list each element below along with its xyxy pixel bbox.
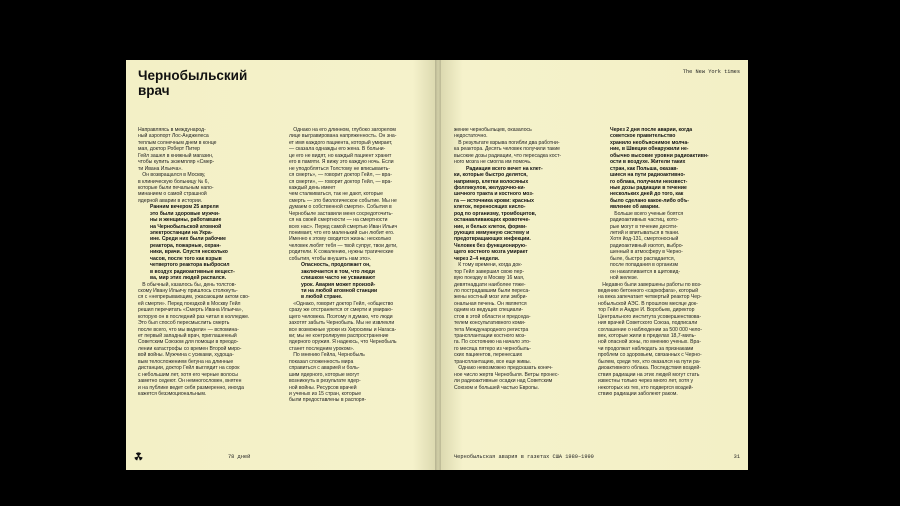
text-line: ва, мир этих людей распался. [150, 275, 226, 282]
text-line: нобыльской АЭС. В прошлом месяце док- [598, 300, 698, 307]
text-line: ости в воздухе. Жители таких [610, 159, 686, 166]
text-line: • Опасность, продолжает он, [289, 262, 434, 268]
text-line: с небольшим лет, хотя его черные волосы [138, 371, 238, 378]
text-line: диоактивного облака. Последствия воздей- [598, 365, 701, 372]
text-line: ядерной аварии в истории. [138, 197, 203, 204]
text-line: захотят забыть Чернобыль. Мы не извлекли [289, 320, 395, 327]
text-line: ные дозы радиации в течение [610, 184, 687, 191]
text-line: соглашение о наблюдении за 500 000 чело- [598, 326, 703, 333]
text-line: ники, врачи. Спустя несколько [150, 249, 228, 256]
text-line: Однако на его длинном, глубоко загорелом [289, 127, 396, 133]
text-line: стран, как Польша, оказав- [610, 165, 679, 172]
page-footer-title: Чернобыльская авария в газетах США 1980–1990 [454, 454, 594, 460]
text-line: недостаточно. [454, 133, 488, 140]
text-line: обычно высокие уровни радиоактивн- [610, 152, 709, 159]
text-line: электростанции на Укра- [150, 230, 213, 236]
text-line: ет первый западный врач, приглашенный [138, 333, 237, 339]
text-line: Однако невозможно предсказать конеч- [454, 365, 553, 372]
text-line: и на публике ведет себя размеренно, иногда [138, 384, 244, 391]
right-column-2 [598, 127, 743, 449]
text-line: все возможные уроки из Хиросимы и Нагаса- [289, 326, 397, 333]
text-line: ти на любой атомной станции [301, 287, 378, 294]
text-line: ный аэропорт Лос-Анджелеса [138, 133, 209, 140]
text-line: Это был способ пересмыслить смерть [138, 320, 230, 327]
text-line: рующих иммунную систему и [454, 230, 530, 236]
text-line: радиоактивный изотоп, выбро- [610, 242, 684, 249]
text-line: трансплантации костного моз- [454, 333, 526, 339]
text-line: заметно седеют. Он немногословен, внятен [138, 378, 242, 385]
text-line: возникнуть в результате ядер- [289, 378, 361, 385]
text-line: в любой стране. [301, 294, 343, 301]
text-line: жены костный мозг или эмбри- [454, 294, 528, 301]
text-line: ной войны. Ресурсов врачей [289, 384, 357, 391]
text-line: всех нас». Перед самой смертью Иван Ильич [289, 223, 398, 230]
text-line: останавливающих кровотече- [454, 217, 530, 224]
text-line: мая, доктор Роберт Питер [138, 146, 200, 153]
text-line: Именно к этому сводится жизнь: несколько [289, 236, 392, 243]
text-line: телем консультативного коми- [454, 320, 526, 327]
text-line: ло пострадавшим были переса- [454, 287, 530, 294]
text-line: его в памяти. Я вижу это каждую ночь. Если [289, 159, 394, 166]
text-line: которую он в последний раз читал в колледже. [138, 313, 250, 320]
text-line: чи продолжат наблюдать за признаками [598, 345, 694, 352]
text-line: Он возвращался в Москву, [138, 172, 206, 179]
text-line: Направляясь в международ- [138, 127, 206, 133]
text-line: тор Гейл завершил свою пер- [454, 268, 525, 275]
text-line: явление об аварии. [610, 204, 660, 211]
text-line: через 2–4 недели. [454, 255, 500, 262]
text-line: Хотя йод-131, смертоносный [610, 236, 679, 243]
title-line-1: Чернобыльский [138, 68, 248, 83]
text-line: ся с «непрерывающим, ужасающим актом сво- [138, 294, 250, 301]
text-line: были предоставлены в распоря- [289, 397, 367, 404]
text-line: лице выгравирована напряженность. Он зна- [289, 133, 397, 140]
text-line: высокие дозы радиации, что пересадка кост- [454, 152, 562, 159]
text-line: га — источника крови: красных [454, 197, 534, 204]
text-line: рые могут в течение десяти- [610, 223, 678, 230]
text-line: человек любят тебя — твой супруг, твои дети, [289, 242, 398, 249]
text-line: век, которые жили в пределах 18,7-миль- [598, 333, 696, 339]
text-line: щего костного мозга умирает [454, 249, 528, 256]
text-line: ки, которые быстро делятся, [454, 172, 528, 179]
text-line: ния врачей Советского Союза, подписали [598, 320, 698, 327]
right-column-1 [454, 127, 594, 449]
text-line: чем сталкиваться, так не дают, которые [289, 191, 383, 198]
text-line: Человек без функционирую- [454, 242, 527, 249]
text-line: Советским Союзом для помощи в преодо- [138, 339, 239, 346]
text-line: девятнадцати наиболее тяже- [454, 281, 526, 288]
text-line: вую поездку в Москву 16 мая, [454, 275, 525, 282]
text-line: теплым солнечным днем в конце [138, 139, 217, 146]
text-line: Союзом и большей частью Европы. [454, 384, 539, 391]
text-line: го облака, получили неизвест- [610, 178, 688, 185]
text-line: родители. К сожалению, нужны трагические [289, 249, 394, 256]
text-line: га. По состоянию на начало это- [454, 339, 531, 346]
page-number: 31 [733, 454, 740, 460]
text-line: например, клетки волосяных [454, 178, 529, 185]
text-line: часов, после того как взрыв [150, 255, 222, 262]
text-line: сразу же отстраняется от смерти и умираю- [289, 307, 393, 314]
text-line: • Радиация всего вечет на клет- [454, 166, 594, 172]
text-line: нескольких дней до того, как [610, 191, 684, 198]
text-line: ся смерти», — говорит доктор Гейл, — вра- [289, 178, 393, 185]
text-line: тета Международного регистра [454, 326, 529, 333]
text-line: трансплантацию, все еще живы. [454, 358, 531, 365]
left-page [126, 60, 438, 470]
text-line: Больше всего ученые боятся [610, 210, 684, 217]
text-line: летий и впитываться в ткани. [610, 230, 680, 236]
text-line: Недавно были завершены работы по воз- [598, 281, 702, 288]
text-line: он накапливается в щитовид- [610, 268, 681, 275]
text-line: реактора, пожарные, охран- [150, 242, 222, 249]
text-line: одним из ведущих специали- [454, 307, 523, 314]
text-line: «Однако, говорит доктор Гейл, «общество [289, 300, 394, 307]
page-footer-left: 78 дней [228, 454, 251, 460]
text-line: и ученых из 15 стран, которые [289, 390, 362, 397]
text-line: ведению бетонного «саркофага», который [598, 287, 699, 294]
text-line: ти Ивана Ильича». [138, 165, 183, 172]
text-line: ствия радиации на этих людей могут стать [598, 371, 700, 378]
text-line: вым телосложением бегуна на длинные [138, 358, 234, 365]
text-line: ет имя каждого пациента, который умирает, [289, 139, 393, 146]
text-line: минанием о самой страшной [138, 191, 207, 198]
text-line: советское правительство [610, 133, 676, 140]
text-line: заключается в том, что люди [301, 268, 375, 275]
text-line: фолликулов, желудочно-ки- [454, 184, 526, 191]
text-line: на Чернобыльской атомной [150, 223, 222, 230]
text-line: былем, среди тех, кто оказался на пути ра- [598, 358, 701, 365]
text-line: ли радиоактивные осадки над Советским [454, 378, 553, 385]
text-line: К тому времени, когда док- [454, 262, 523, 269]
text-line: быле, быстро распадается, [610, 255, 676, 262]
text-line: В обычный, казалось бы, день толстов- [138, 281, 237, 288]
running-head: The New York times [682, 69, 740, 75]
text-line: шечного тракта и костного моз- [454, 191, 534, 198]
text-line: ки; мы не контролируем распространение [289, 333, 389, 339]
text-line: было сделано какое-либо объ- [610, 197, 689, 204]
text-line: Чернобыле заставили меня сосредоточить- [289, 210, 393, 217]
left-column-2 [289, 127, 434, 449]
text-line: это были здоровые мужчи- [150, 210, 220, 217]
text-line: станет последним уроком». [289, 345, 355, 352]
text-line: решил перечитать «Смерть Ивана Ильича», [138, 307, 244, 314]
text-line: • Через 2 дня после аварии, когда [598, 127, 743, 133]
text-line: ствию радиации заболеют раком. [598, 390, 678, 397]
text-line: ны и женщины, работавшие [150, 217, 222, 224]
text-line: лении катастрофы со времен Второй миро- [138, 345, 242, 352]
text-line: В результате взрыва погибли два работни- [454, 139, 560, 146]
magazine-spread [126, 60, 748, 470]
text-line: каждый день имеет [289, 184, 336, 191]
text-line: ских пациентов, перенесших [454, 352, 523, 359]
text-line: известны только через много лет, хотя у [598, 378, 694, 385]
text-line: события, чтобы внушить нам это». [289, 255, 372, 262]
text-line: чтобы купить экземпляр «Смер- [138, 159, 215, 166]
text-line: шиеся на пути радиоактивно- [610, 172, 686, 179]
text-line: урок. Авария может произой- [301, 281, 376, 288]
text-line: проблем со здоровьем, связанных с Черно- [598, 352, 702, 359]
text-line: на века запечатает четвертый реактор Чер- [598, 294, 702, 301]
text-line: — сказала однажды его жена. В больни- [289, 146, 386, 153]
text-line: Центрального института усовершенствова- [598, 313, 702, 320]
text-line: ся смерть», — говорит доктор Гейл, — вра- [289, 172, 392, 179]
right-page [438, 60, 748, 470]
text-line: клеток, переносящих кисло- [454, 204, 526, 211]
text-line: ине. Среди них были рабочие [150, 236, 227, 243]
text-line: радиоактивных частиц, кото- [610, 217, 679, 224]
text-line: после всего, что мы видели» — вспомина- [138, 326, 239, 333]
text-line: шенный в атмосферу в Черно- [610, 249, 683, 256]
text-line: род по организму, тромбоцитов, [454, 210, 537, 217]
left-column-1 [138, 127, 283, 449]
text-line: • Ранним вечером 25 апреля [138, 204, 283, 210]
radiation-icon [134, 452, 143, 461]
article-title [138, 68, 247, 98]
text-line: ся на своей смертности — на смертности [289, 217, 388, 224]
text-line: ние, в Швеции обнаружили не- [610, 146, 689, 153]
text-line: которые были печальным напо- [138, 184, 214, 191]
text-line: кажется безэмоциональным. [138, 390, 207, 397]
text-line: Гейл зашел в книжный магазин, [138, 152, 214, 159]
text-line: ное число жертв Чернобыля. Ветры пронес- [454, 371, 560, 378]
title-line-2: врач [138, 83, 170, 98]
text-line: хранило необъяснимое молча- [610, 139, 689, 146]
text-line: справиться с аварией и боль- [289, 365, 360, 372]
text-line: думаем о собственной смерти». События в [289, 204, 392, 211]
text-line: щего человека. Поэтому я думаю, что люди [289, 313, 393, 320]
text-line: понимает, что его маленький сын любит его. [289, 230, 395, 236]
text-line: тор Гейл и Андре И. Воробьев, директор [598, 307, 695, 314]
text-line: четвертого реактора выбросил [150, 262, 230, 269]
text-line: не уподобляться Толстому не вписываеть- [289, 165, 391, 172]
text-line: показал сложенность мира [289, 358, 354, 365]
text-line: некоторых из тех, кто подвергся воздей- [598, 384, 694, 391]
text-line: слишком часто не усваивают [301, 275, 376, 282]
text-line: ка реактора. Десять человек получили такие [454, 146, 561, 153]
text-line: стов в этой области и председа- [454, 313, 531, 320]
text-line: жение чернобыльцев, оказалось [454, 127, 532, 133]
text-line: це его не видят, но каждый пациент хранит [289, 152, 392, 159]
text-line: в клиническую больницу № 6, [138, 178, 209, 185]
text-line: ональная печень. Он является [454, 300, 527, 307]
text-line: вой войны. Мужчина с усиками, худоща- [138, 352, 234, 359]
text-line: ной железе. [610, 275, 639, 282]
text-line: ного мозга не смогла им помочь. [454, 159, 532, 166]
text-line: ей смерти». Перед поездкой в Москву Гейл [138, 300, 241, 307]
text-line: дистанции, доктор Гейл выглядит на сорок [138, 365, 240, 372]
text-line: ние, и белых клеток, форми- [454, 223, 527, 230]
text-line: предотвращающих инфекции. [454, 236, 531, 243]
text-line: смерть — это биологическое событие. Мы не [289, 197, 397, 204]
text-line: ядерного оружия. Я надеюсь, что Чернобыль [289, 339, 397, 346]
text-line: шим ядерного, которые могут [289, 371, 360, 378]
text-line: скому Ивану Ильичу пришлось столкнуть- [138, 287, 238, 294]
text-line: По мнению Гейла, Чернобыль [289, 352, 365, 359]
text-line: в воздух радиоактивные вещест- [150, 268, 235, 275]
text-line: ной опасной зоны, по мнению ученых. Вра- [598, 339, 701, 346]
text-line: го месяца пятеро из чернобыль- [454, 345, 531, 352]
text-line: после попадания в организм [610, 262, 679, 269]
spine-gutter [435, 60, 441, 470]
